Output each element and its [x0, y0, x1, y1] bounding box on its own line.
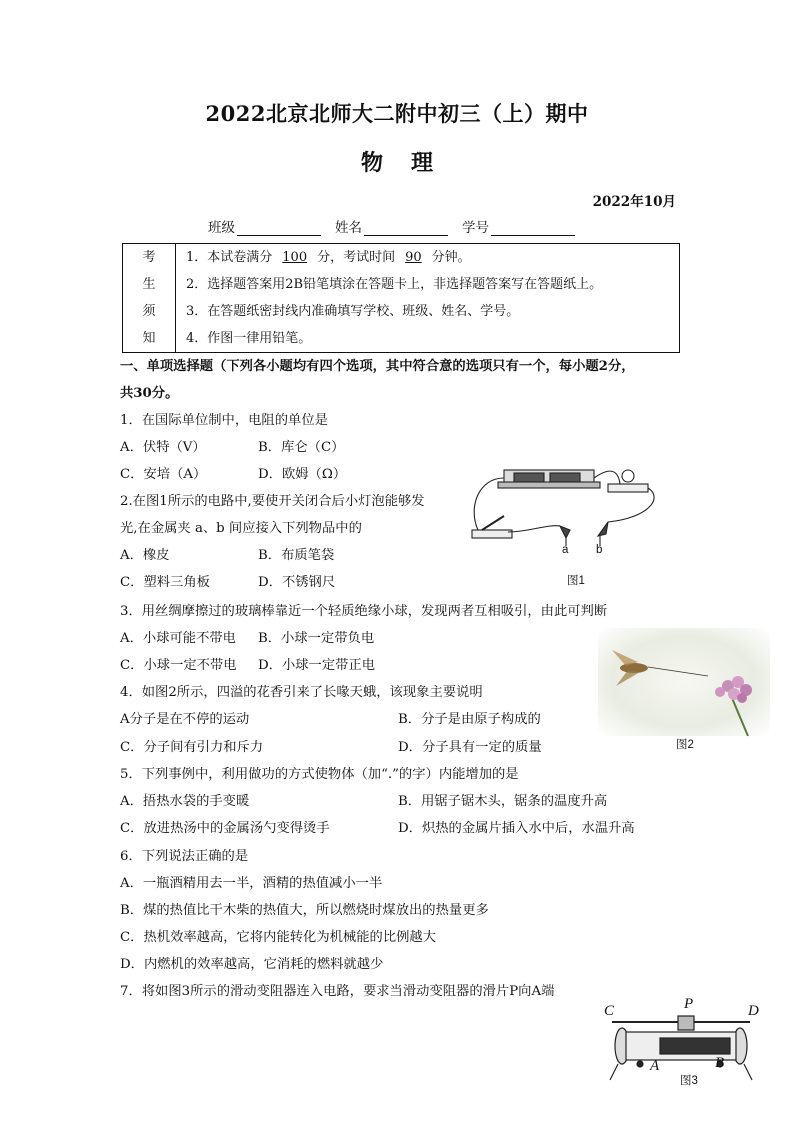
class-field[interactable]	[208, 216, 321, 236]
q5-option-b[interactable]: B．用锯子锯木头，锯条的温度升高	[398, 794, 608, 809]
subject-title: 物理	[360, 150, 461, 176]
q1-option-d[interactable]: D．欧姆（Ω）	[258, 467, 347, 482]
switch-base	[472, 530, 512, 538]
q4-option-c[interactable]: C．分子间有引力和斥力	[120, 740, 264, 755]
id-blank	[491, 220, 575, 236]
q3-option-c[interactable]: C．小球一定不带电	[120, 658, 237, 673]
q4-stem: 4．如图2所示，四溢的花香引来了长喙天蛾，该现象主要说明	[120, 685, 483, 700]
q4-option-a[interactable]: A分子是在不停的运动	[120, 712, 250, 727]
class-label: 班级	[208, 220, 235, 236]
q7-stem: 7．将如图3所示的滑动变阻器连入电路，要求当滑动变阻器的滑片P向A端	[120, 984, 555, 999]
clip-a-icon	[560, 526, 570, 538]
name-field[interactable]	[335, 216, 448, 236]
id-label: 学号	[462, 220, 489, 236]
bulb-icon	[622, 470, 634, 482]
q2-option-b[interactable]: B．布质笔袋	[258, 548, 335, 563]
student-info-fields	[208, 216, 575, 236]
class-blank	[237, 220, 321, 236]
slider-p	[678, 1016, 694, 1030]
fig1-label-b: b	[596, 544, 603, 556]
name-blank	[364, 220, 448, 236]
q6-option-a[interactable]: A．一瓶酒精用去一半，酒精的热值减小一半	[120, 876, 383, 891]
q4-option-b[interactable]: B．分子是由原子构成的	[398, 712, 541, 727]
notice-rule-2: 2．选择题答案用2B铅笔填涂在答题卡上，非选择题答案写在答题纸上。	[186, 277, 603, 292]
fig3-label-b: B	[715, 1055, 725, 1071]
q6-option-d[interactable]: D．内燃机的效率越高，它消耗的燃料就越少	[120, 957, 384, 972]
fig3-label-a: A	[650, 1058, 660, 1074]
exam-date: 2022年10月	[592, 194, 676, 210]
q6-option-c[interactable]: C．热机效率越高，它将内能转化为机械能的比例越大	[120, 930, 437, 945]
q1-option-c[interactable]: C．安培（A）	[120, 467, 207, 482]
section-heading: 一、单项选择题（下列各小题均有四个选项，其中符合意的选项只有一个，每小题2分，	[120, 359, 635, 374]
q3-option-b[interactable]: B．小球一定带负电	[258, 631, 375, 646]
q3-stem: 3．用丝绸摩擦过的玻璃棒靠近一个轻质绝缘小球，发现两者互相吸引，由此可判断	[120, 604, 608, 619]
section-heading-cont: 共30分。	[120, 386, 179, 401]
notice-rule-1: 1．本试卷满分 100 分，考试时间 90 分钟。	[186, 250, 471, 265]
q6-option-b[interactable]: B．煤的热值比干木柴的热值大，所以燃烧时煤放出的热量更多	[120, 903, 489, 918]
q6-stem: 6．下列说法正确的是	[120, 849, 249, 864]
fig3-caption: 图3	[680, 1075, 698, 1087]
q4-option-d[interactable]: D．分子具有一定的质量	[398, 740, 542, 755]
q2-option-d[interactable]: D．不锈钢尺	[258, 575, 336, 590]
q5-option-d[interactable]: D．炽热的金属片插入水中后，水温升高	[398, 821, 635, 836]
q5-option-c[interactable]: C．放进热汤中的金属汤勺变得烫手	[120, 821, 330, 836]
notice-rule-4: 4．作图一律用铅笔。	[186, 331, 312, 346]
q5-option-a[interactable]: A．捂热水袋的手变暖	[120, 794, 250, 809]
q5-stem: 5．下列事例中，利用做功的方式使物体（加“.”的字）内能增加的是	[120, 767, 519, 782]
notice-rules	[176, 244, 680, 353]
fig1-caption: 图1	[567, 575, 585, 587]
fig3-label-p: P	[684, 996, 694, 1012]
fig3-label-d: D	[748, 1003, 759, 1019]
q3-option-a[interactable]: A．小球可能不带电	[120, 631, 236, 646]
page-title: 2022北京北师大二附中初三（上）期中	[205, 101, 589, 126]
q2-option-a[interactable]: A．橡皮	[120, 548, 170, 563]
q3-option-d[interactable]: D．小球一定带正电	[258, 658, 376, 673]
q2-stem-line1: 2.在图1所示的电路中,要使开关闭合后小灯泡能够发	[120, 494, 425, 509]
q1-option-a[interactable]: A．伏特（V）	[120, 440, 206, 455]
q2-stem-line2: 光,在金属夹 a、b 间应接入下列物品中的	[120, 521, 362, 536]
q2-option-c[interactable]: C．塑料三角板	[120, 575, 210, 590]
q1-stem: 1．在国际单位制中，电阻的单位是	[120, 413, 328, 428]
notice-rule-3: 3．在答题纸密封线内准确填写学校、班级、姓名、学号。	[186, 304, 520, 319]
name-label: 姓名	[335, 220, 362, 236]
fig2-caption: 图2	[676, 739, 694, 751]
fig1-label-a: a	[562, 544, 569, 556]
q1-option-b[interactable]: B．库仑（C）	[258, 440, 345, 455]
id-field[interactable]	[462, 216, 575, 236]
notice-side-label: 考 生 须 知	[123, 244, 176, 353]
fig3-label-c: C	[604, 1003, 615, 1019]
moth-flower-photo	[598, 628, 770, 736]
exam-notice-table	[122, 243, 680, 353]
bulb-base	[608, 484, 648, 492]
clip-b-icon	[598, 522, 608, 536]
